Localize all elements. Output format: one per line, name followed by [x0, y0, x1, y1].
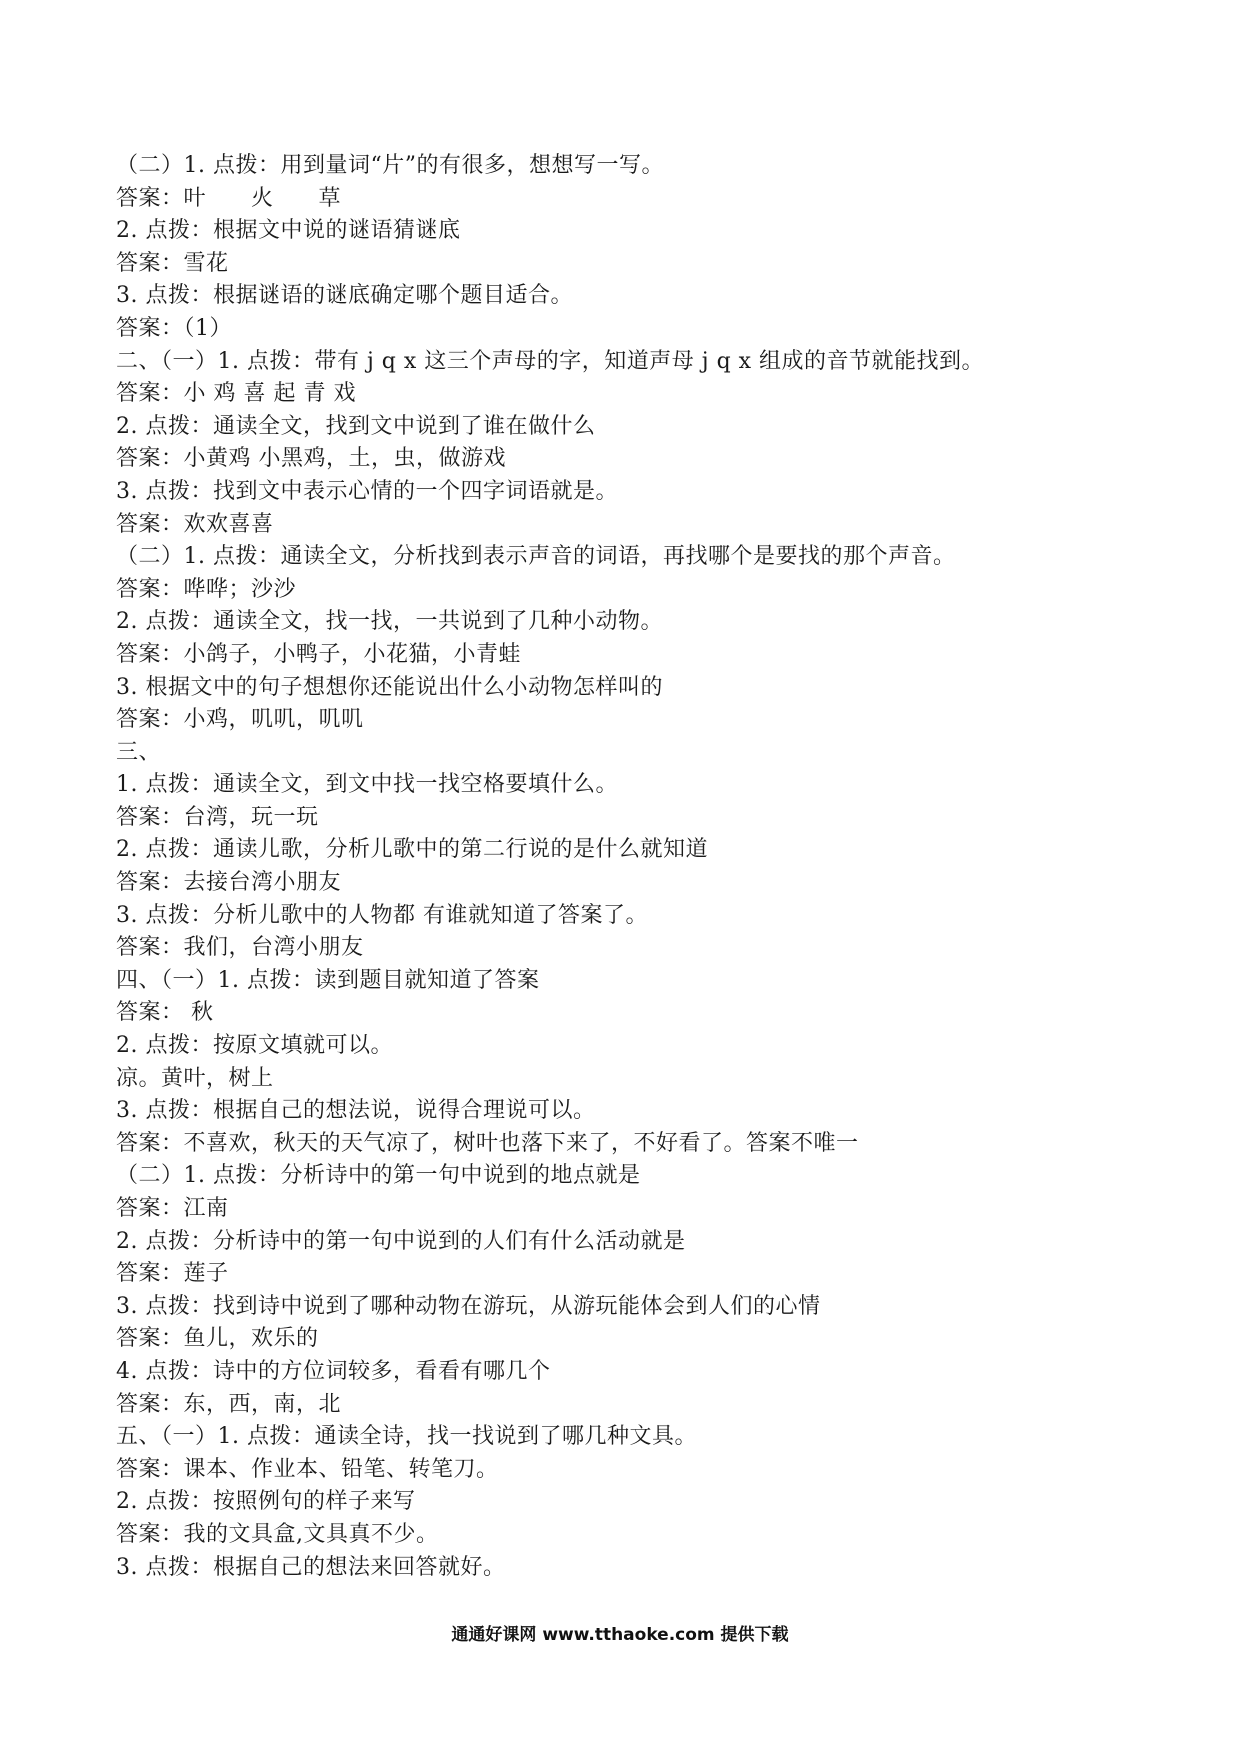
text-line: 3. 点拨：根据谜语的谜底确定哪个题目适合。 — [116, 283, 573, 309]
text-line: 答案：小鸽子，小鸭子，小花猫，小青蛙 — [116, 641, 522, 667]
text-line: 3. 点拨：找到诗中说到了哪种动物在游玩，从游玩能体会到人们的心情 — [116, 1293, 821, 1319]
text-line: 2. 点拨：通读儿歌，分析儿歌中的第二行说的是什么就知道 — [116, 837, 708, 863]
text-line: 1. 点拨：通读全文，到文中找一找空格要填什么。 — [116, 772, 618, 798]
text-line: 答案：哗哗；沙沙 — [116, 576, 297, 602]
text-line: 3. 根据文中的句子想想你还能说出什么小动物怎样叫的 — [116, 674, 663, 700]
text-line: 2. 点拨：根据文中说的谜语猜谜底 — [116, 218, 461, 244]
text-line: 四、（一）1. 点拨：读到题目就知道了答案 — [116, 967, 540, 993]
text-line: 2. 点拨：按原文填就可以。 — [116, 1033, 393, 1059]
text-line: （二）1. 点拨：用到量词“片”的有很多，想想写一写。 — [116, 153, 664, 178]
text-line: 三、 — [116, 739, 162, 765]
text-line: （二）1. 点拨：分析诗中的第一句中说到的地点就是 — [116, 1163, 641, 1189]
text-line: 答案： 秋 — [116, 1000, 214, 1026]
text-line: 答案：叶 火 草 — [116, 185, 342, 211]
text-line: 2. 点拨：分析诗中的第一句中说到的人们有什么活动就是 — [116, 1228, 686, 1254]
text-line: 3. 点拨：分析儿歌中的人物都 有谁就知道了答案了。 — [116, 902, 648, 928]
text-line: 答案：莲子 — [116, 1261, 229, 1287]
text-line: 答案：（1） — [116, 315, 232, 341]
text-line: 答案：去接台湾小朋友 — [116, 870, 342, 896]
text-line: 2. 点拨：按照例句的样子来写 — [116, 1489, 416, 1515]
text-line: 3. 点拨：找到文中表示心情的一个四字词语就是。 — [116, 478, 618, 504]
text-line: 答案：小 鸡 喜 起 青 戏 — [116, 381, 356, 407]
text-line: 3. 点拨：根据自己的想法来回答就好。 — [116, 1554, 506, 1580]
text-line: 凉。黄叶，树上 — [116, 1065, 274, 1091]
text-line: 二、（一）1. 点拨：带有 j q x 这三个声母的字，知道声母 j q x 组成的音节就能找到。 — [116, 348, 985, 374]
text-line: 答案：我的文具盒,文具真不少。 — [116, 1521, 439, 1547]
text-line: 答案：不喜欢，秋天的天气凉了，树叶也落下来了，不好看了。答案不唯一 — [116, 1130, 859, 1156]
text-line: 答案：东，西，南，北 — [116, 1391, 342, 1417]
text-line: 答案：我们，台湾小朋友 — [116, 935, 364, 961]
text-line: 2. 点拨：通读全文，找一找，一共说到了几种小动物。 — [116, 609, 663, 635]
text-line: 答案：鱼儿，欢乐的 — [116, 1326, 319, 1352]
text-line: 五、（一）1. 点拨：通读全诗，找一找说到了哪几种文具。 — [116, 1424, 697, 1450]
text-line: 答案：欢欢喜喜 — [116, 511, 274, 537]
text-line: 答案：小鸡，叽叽，叽叽 — [116, 707, 364, 733]
text-line: 答案：江南 — [116, 1196, 229, 1221]
text-line: （二）1. 点拨：通读全文，分析找到表示声音的词语，再找哪个是要找的那个声音。 — [116, 544, 956, 570]
answer-text-block — [116, 150, 1126, 1584]
text-line: 答案：小黄鸡 小黑鸡，土，虫，做游戏 — [116, 446, 506, 472]
text-line: 答案：雪花 — [116, 250, 229, 276]
text-line: 4. 点拨：诗中的方位词较多，看看有哪几个 — [116, 1358, 551, 1384]
text-line: 3. 点拨：根据自己的想法说，说得合理说可以。 — [116, 1098, 596, 1124]
text-line: 答案：课本、作业本、铅笔、转笔刀。 — [116, 1456, 499, 1482]
text-line: 答案：台湾，玩一玩 — [116, 804, 319, 830]
text-line: 2. 点拨：通读全文，找到文中说到了谁在做什么 — [116, 413, 596, 439]
footer-download-credit: 通通好课网 www.tthaoke.com 提供下载 — [451, 1625, 789, 1645]
